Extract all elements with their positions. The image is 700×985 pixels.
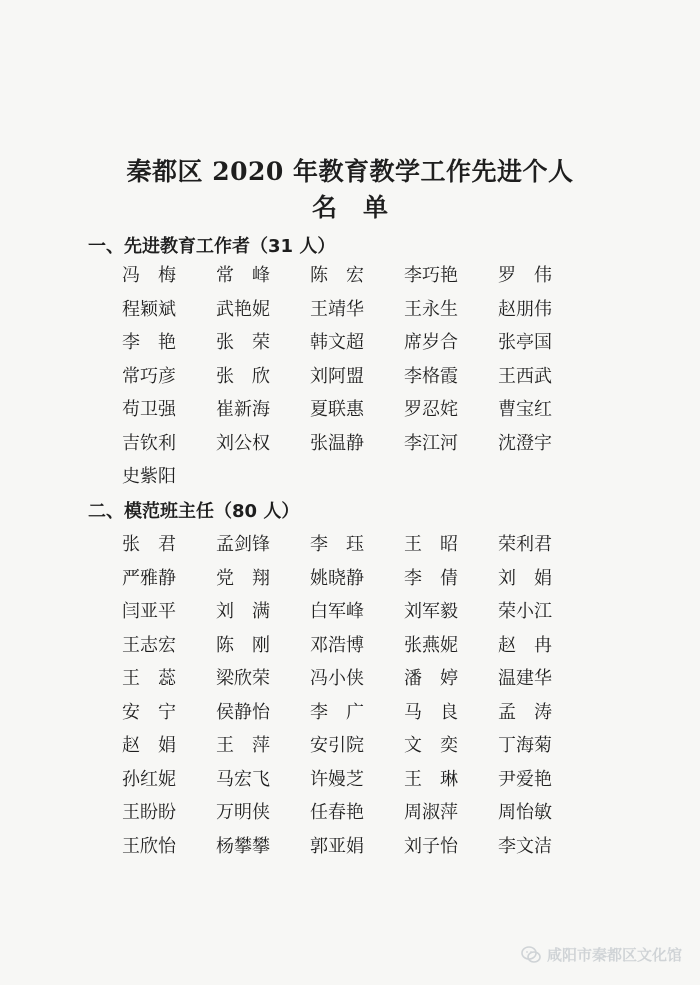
person-name: 吉钦利 [122,432,176,454]
person-name: 李巧艳 [404,265,458,286]
person-name: 孙红妮 [122,768,176,790]
wechat-icon [521,946,541,964]
person-name: 苟卫强 [122,399,176,420]
person-name: 严雅静 [122,567,176,589]
person-name: 梁欣荣 [216,668,270,689]
section-heading-advanced-workers: 一、先进教育工作者（31 人） [88,236,336,257]
person-name: 李格霞 [404,365,458,387]
person-name: 孟剑锋 [216,534,270,555]
watermark [521,944,682,965]
person-name: 万明侠 [216,802,270,823]
person-name: 武艳妮 [216,298,270,320]
person-name: 丁海菊 [498,735,552,756]
person-name: 常峰 [216,265,288,286]
person-name: 潘婷 [404,668,476,689]
document-title-subtitle: 名单 [311,193,414,222]
person-name: 安宁 [122,701,194,723]
person-name: 陈宏 [310,265,382,286]
person-name: 闫亚平 [122,601,176,622]
person-name: 王永生 [404,298,458,320]
person-name: 孟涛 [498,701,570,723]
person-name: 荣利君 [498,534,552,555]
person-name: 王西武 [498,365,552,387]
person-name: 党翔 [216,567,288,589]
person-name: 白军峰 [310,601,364,622]
person-name: 尹爱艳 [498,768,552,790]
name-list-model-teachers [122,528,592,863]
person-name: 刘阿盟 [310,365,364,387]
person-name: 常巧彦 [122,365,176,387]
person-name: 安引院 [310,735,364,756]
person-name: 冯小侠 [310,668,364,689]
person-name: 赵娟 [122,735,194,756]
person-name: 侯静怡 [216,701,270,723]
person-name: 许嫚芝 [310,768,364,790]
person-name: 刘子怡 [404,835,458,857]
person-name: 刘满 [216,601,288,622]
person-name: 王萍 [216,735,288,756]
person-name: 王靖华 [310,298,364,320]
person-name: 李倩 [404,567,476,589]
person-name: 刘公权 [216,432,270,454]
person-name: 赵朋伟 [498,298,552,320]
person-name: 李文洁 [498,835,552,857]
section-heading-model-teachers: 二、模范班主任（80 人） [88,501,300,522]
person-name: 程颖斌 [122,298,176,320]
person-name: 马良 [404,701,476,723]
person-name: 夏联惠 [310,399,364,420]
document-title: 秦都区 2020 年教育教学工作先进个人 [126,157,574,186]
person-name: 文奕 [404,735,476,756]
name-list-advanced-workers [122,259,592,494]
person-name: 张亭国 [498,332,552,353]
person-name: 郭亚娟 [310,835,364,857]
person-name: 崔新海 [216,399,270,420]
person-name: 李广 [310,701,382,723]
person-name: 陈刚 [216,634,288,656]
person-name: 姚晓静 [310,567,364,589]
person-name: 王昭 [404,534,476,555]
person-name: 赵冉 [498,634,570,656]
person-name: 王蕊 [122,668,194,689]
person-name: 周淑萍 [404,802,458,823]
person-name: 韩文超 [310,332,364,353]
person-name: 席岁合 [404,332,458,353]
person-name: 刘娟 [498,567,570,589]
person-name: 张温静 [310,432,364,454]
person-name: 张燕妮 [404,634,458,656]
person-name: 杨攀攀 [216,835,270,857]
person-name: 王盼盼 [122,802,176,823]
person-name: 罗忍姹 [404,399,458,420]
person-name: 张欣 [216,365,288,387]
person-name: 罗伟 [498,265,570,286]
person-name: 王志宏 [122,634,176,656]
person-name: 李艳 [122,332,194,353]
person-name: 张君 [122,534,194,555]
person-name: 李珏 [310,534,382,555]
person-name: 马宏飞 [216,768,270,790]
person-name: 荣小江 [498,601,552,622]
person-name: 邓浩博 [310,634,364,656]
person-name: 冯梅 [122,265,194,286]
watermark-text: 咸阳市秦都区文化馆 [546,946,682,964]
person-name: 温建华 [498,668,552,689]
person-name: 李江河 [404,432,458,454]
person-name: 任春艳 [310,802,364,823]
person-name: 史紫阳 [122,466,176,487]
person-name: 王琳 [404,768,476,790]
person-name: 王欣怡 [122,835,176,857]
person-name: 周怡敏 [498,802,552,823]
person-name: 曹宝红 [498,399,552,420]
person-name: 刘军毅 [404,601,458,622]
person-name: 沈澄宇 [498,432,552,454]
person-name: 张荣 [216,332,288,353]
